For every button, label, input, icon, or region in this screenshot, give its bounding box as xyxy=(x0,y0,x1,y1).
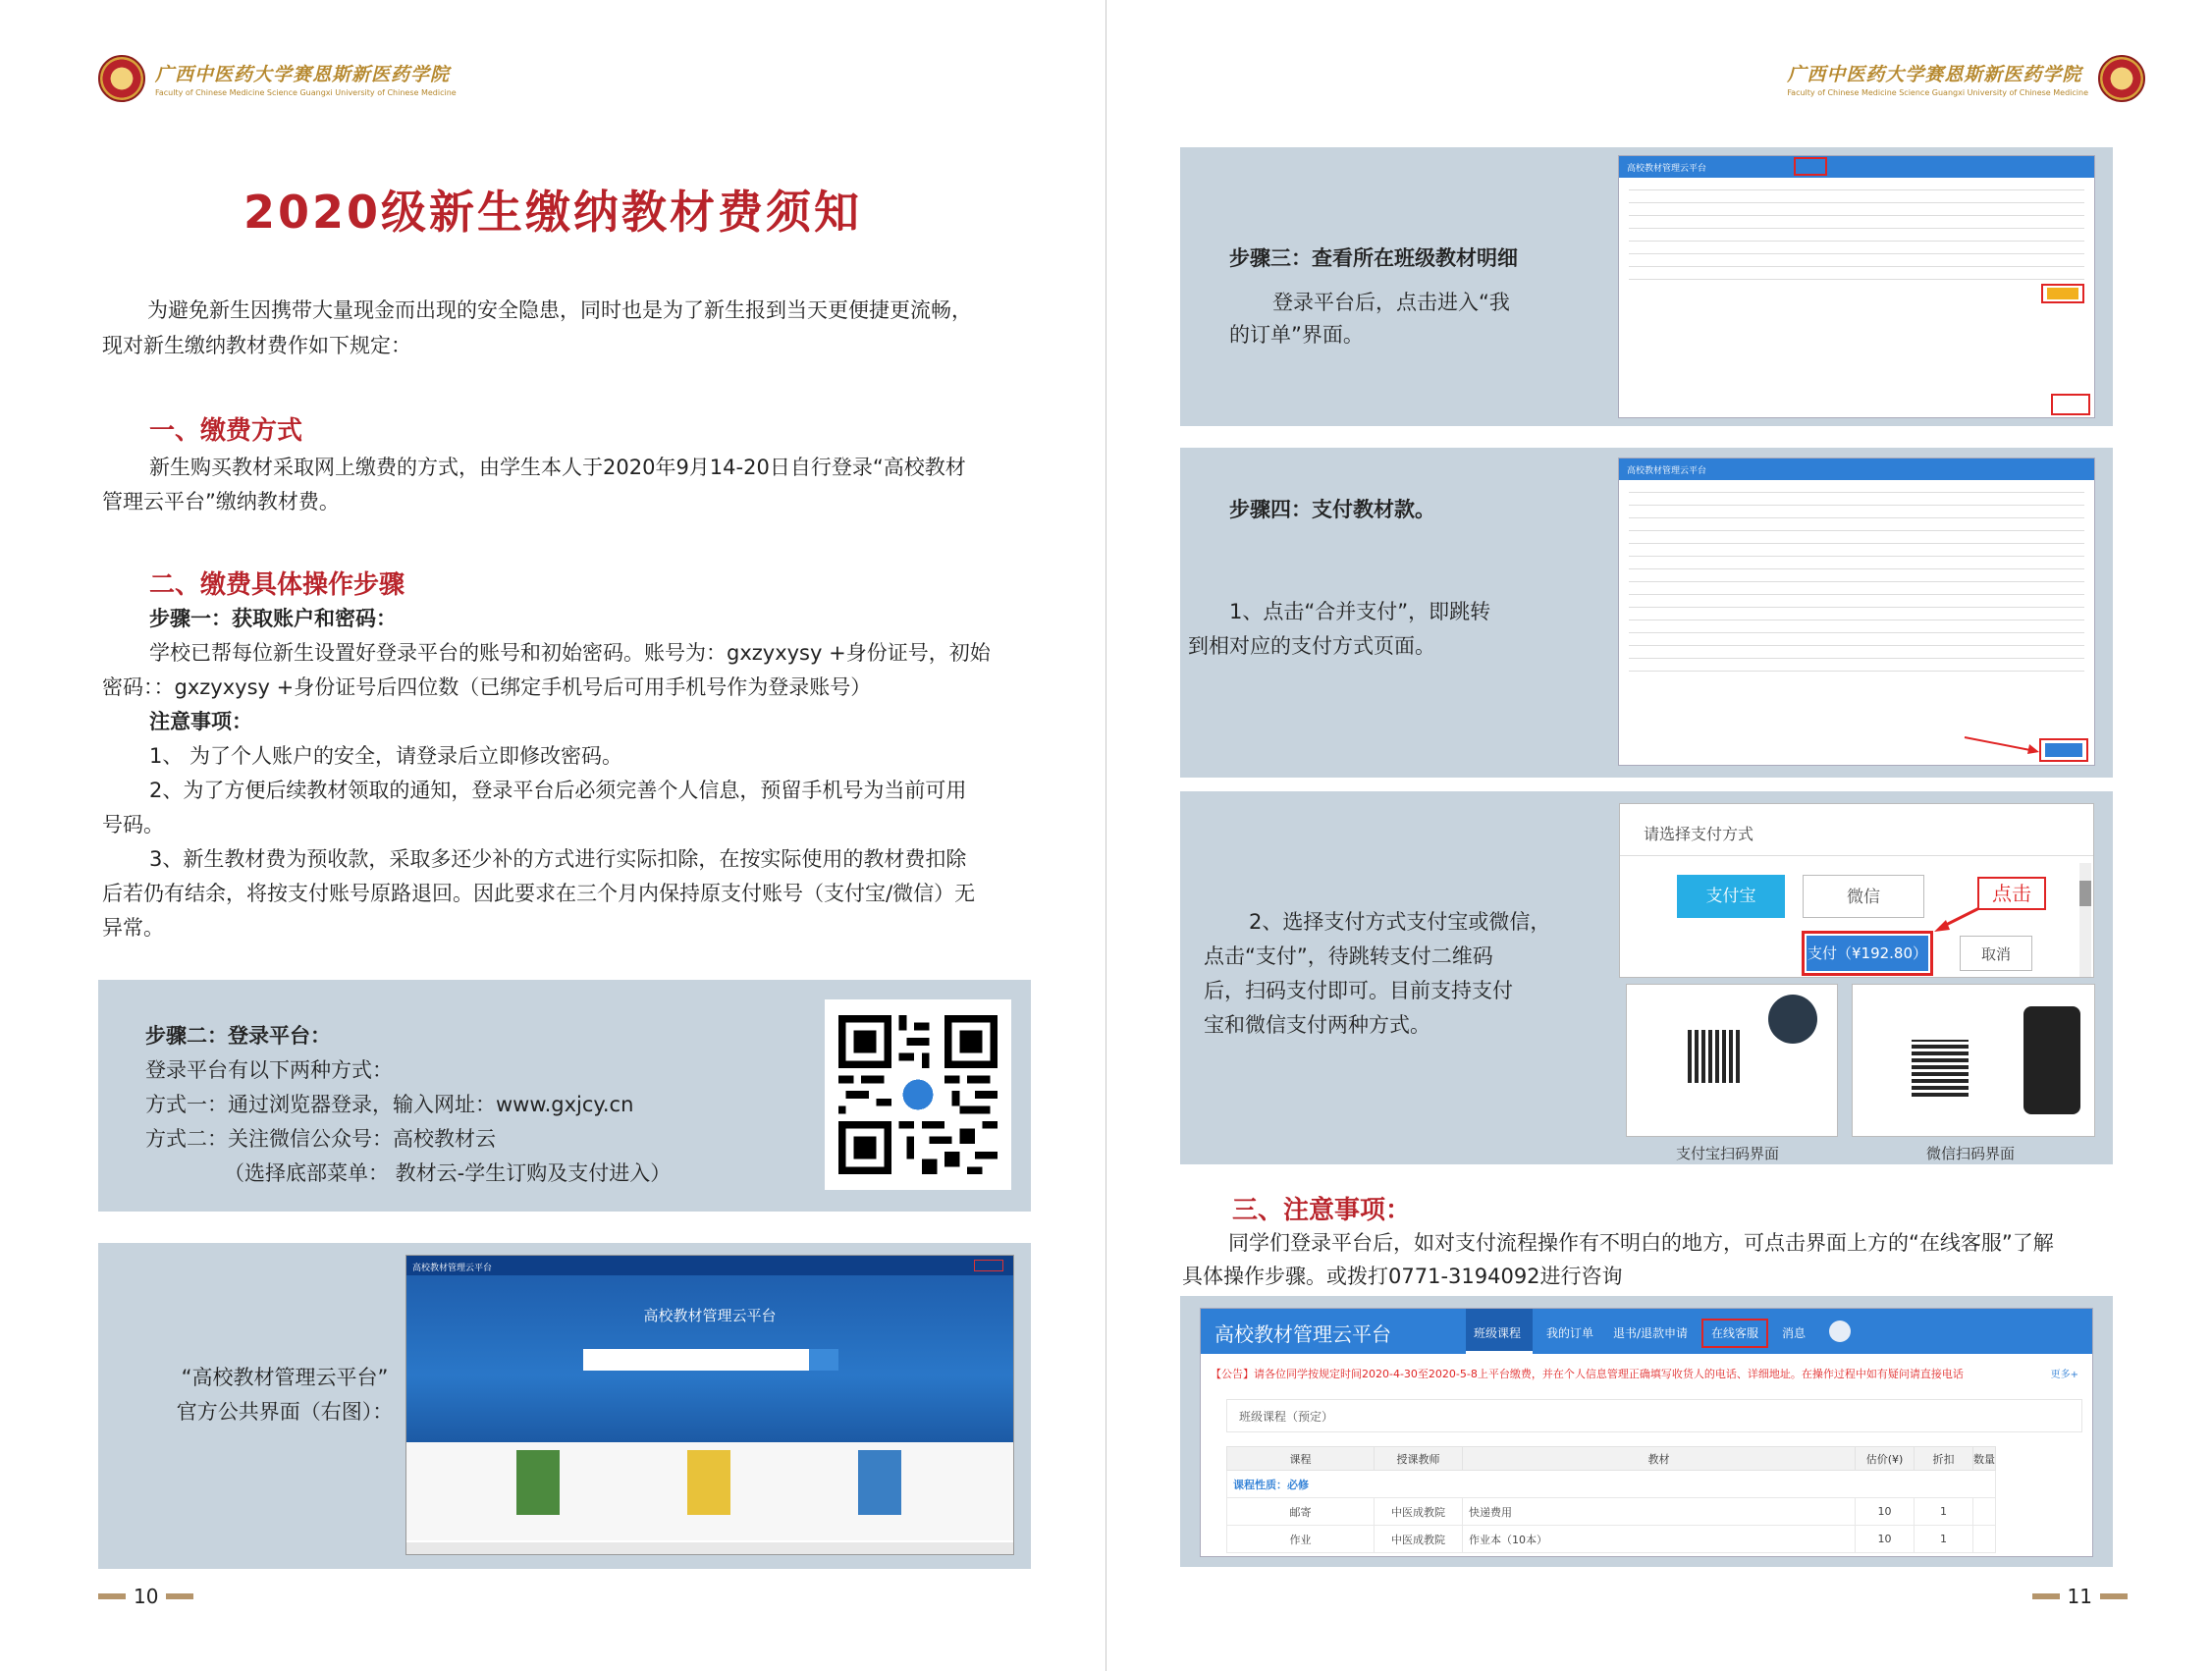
wechat-caption: 微信扫码界面 xyxy=(1926,1145,2016,1162)
step-2-line-1: 登录平台有以下两种方式： xyxy=(145,1058,393,1082)
step-4-box xyxy=(1180,448,2113,778)
cancel-button[interactable]: 取消 xyxy=(1960,936,2032,971)
alipay-qr-icon xyxy=(1688,1030,1741,1083)
school-name-cn: 广西中医药大学赛恩斯新医药学院 xyxy=(155,64,451,85)
step-4-line-1: 1、点击“合并支付”，即跳转 xyxy=(1229,600,1491,623)
school-name-cn: 广西中医药大学赛恩斯新医药学院 xyxy=(1787,64,2082,85)
step-3-box xyxy=(1180,147,2113,426)
step-5-line-4: 宝和微信支付两种方式。 xyxy=(1204,1013,1430,1037)
step-5-line-1: 2、选择支付方式支付宝或微信， xyxy=(1249,910,1551,934)
screenshot-bar-title: 高校教材管理云平台 xyxy=(412,1264,493,1273)
my-orders-screenshot xyxy=(1618,155,2095,418)
tab-refund-request[interactable]: 退书/退款申请 xyxy=(1613,1326,1689,1340)
page-number xyxy=(2032,1585,2128,1608)
section-1-line-1: 新生购买教材采取网上缴费的方式，由学生本人于2020年9月14-20日自行登录“高校教材 xyxy=(149,456,966,479)
book-cover[interactable] xyxy=(687,1450,730,1515)
phone-icon xyxy=(2023,1006,2080,1114)
course-table xyxy=(1226,1446,1996,1553)
hero-title: 高校教材管理云平台 xyxy=(643,1307,777,1324)
step-2-line-4: （选择底部菜单： 教材云-学生订购及支付进入） xyxy=(224,1161,672,1185)
book-cover[interactable] xyxy=(858,1450,901,1515)
school-header xyxy=(98,55,466,102)
step-5-box xyxy=(1180,791,2113,1164)
wechat-button[interactable]: 微信 xyxy=(1803,875,1924,918)
alipay-avatar-icon xyxy=(1768,995,1817,1044)
my-orders-tab-highlight[interactable] xyxy=(1794,157,1827,176)
platform-bar-title: 高校教材管理云平台 xyxy=(1627,164,1707,174)
intro-line-2: 现对新生缴纳教材费作如下规定： xyxy=(102,334,411,357)
section-3-line-2: 具体操作步骤。或拨打0771-3194092进行咨询 xyxy=(1182,1265,1623,1288)
column-header: 数量 xyxy=(1973,1447,1996,1471)
step-2-line-3: 方式二：关注微信公众号：高校教材云 xyxy=(145,1127,496,1151)
wechat-qr-code xyxy=(825,999,1011,1190)
book-cover[interactable] xyxy=(516,1450,560,1515)
column-header: 教材 xyxy=(1463,1447,1856,1471)
step-4-line-2: 到相对应的支付方式页面。 xyxy=(1188,634,1435,658)
click-annotation: 点击 xyxy=(1977,877,2046,910)
red-arrow-icon xyxy=(1963,733,2041,757)
merge-pay-highlight[interactable] xyxy=(2051,394,2090,415)
note-3-line-1: 3、新生教材费为预收款，采取多还少补的方式进行实际扣除，在按实际使用的教材费扣除 xyxy=(149,847,967,871)
online-service-highlight xyxy=(1701,1319,1768,1348)
cell-quantity[interactable] xyxy=(1973,1526,1996,1553)
table-row xyxy=(1227,1526,1996,1553)
step-5-line-2: 点击“支付”，待跳转支付二维码 xyxy=(1204,944,1493,968)
notes-title: 注意事项： xyxy=(149,710,252,733)
section-2-title: 二、缴费具体操作步骤 xyxy=(149,570,405,600)
wechat-scan-screenshot xyxy=(1852,984,2095,1137)
school-name-en: Faculty of Chinese Medicine Science Guangxi University of Chinese Medicine xyxy=(155,88,457,97)
page-title: 2020级新生缴纳教材费须知 xyxy=(243,186,863,239)
column-header: 估价(¥) xyxy=(1856,1447,1915,1471)
step-3-line-2: 的订单”界面。 xyxy=(1229,323,1364,347)
step-3-title: 步骤三：查看所在班级教材明细 xyxy=(1229,246,1518,270)
note-3-line-2: 后若仍有结余，将按支付账号原路退回。因此要求在三个月内保持原支付账号（支付宝/微信）无 xyxy=(102,882,976,905)
step-1-title: 步骤一：获取账户和密码： xyxy=(149,607,397,630)
table-row xyxy=(1227,1498,1996,1526)
school-header xyxy=(1777,55,2145,102)
section-1-line-2: 管理云平台”缴纳教材费。 xyxy=(102,490,340,513)
note-3-line-3: 异常。 xyxy=(102,916,164,940)
right-page xyxy=(1106,0,2212,1671)
course-category: 课程性质：必修 xyxy=(1227,1471,1996,1498)
step-1-line-1: 学校已帮每位新生设置好登录平台的账号和初始密码。账号为：gxzyxysy +身份证号，初始 xyxy=(149,641,991,665)
cell-discount: 1 xyxy=(1915,1526,1973,1553)
step-2-box xyxy=(98,980,1031,1212)
search-input[interactable] xyxy=(583,1349,809,1371)
pay-button[interactable]: 支付（¥192.80） xyxy=(1807,936,1928,971)
avatar[interactable] xyxy=(1829,1321,1851,1342)
book-list xyxy=(406,1442,1013,1540)
public-caption-line-2: 官方公共界面（右图）： xyxy=(176,1400,394,1424)
public-interface-box xyxy=(98,1243,1031,1569)
public-caption-line-1: “高校教材管理云平台” xyxy=(181,1366,389,1389)
platform-bar xyxy=(1619,458,2094,480)
school-logo-icon xyxy=(2098,55,2145,102)
school-name-en: Faculty of Chinese Medicine Science Guangxi University of Chinese Medicine xyxy=(1787,88,2088,97)
column-header: 课程 xyxy=(1227,1447,1375,1471)
online-service-box xyxy=(1180,1296,2113,1567)
page-number xyxy=(98,1585,193,1608)
tab-online-service[interactable]: 在线客服 xyxy=(1711,1326,1759,1340)
tab-my-orders[interactable]: 我的订单 xyxy=(1546,1326,1594,1340)
platform-bar xyxy=(1619,156,2094,178)
note-1: 1、 为了个人账户的安全，请登录后立即修改密码。 xyxy=(149,744,623,768)
footer xyxy=(406,1542,1013,1554)
tab-messages[interactable]: 消息 xyxy=(1782,1326,1807,1340)
step-3-line-1: 登录平台后，点击进入“我 xyxy=(1272,291,1510,314)
course-section-label: 班级课程（预定） xyxy=(1226,1399,2082,1432)
alipay-caption: 支付宝扫码界面 xyxy=(1676,1145,1780,1162)
red-arrow-icon xyxy=(1932,904,1981,934)
step-2-line-2: 方式一：通过浏览器登录，输入网址：www.gxjcy.cn xyxy=(145,1093,634,1116)
cell-book: 快递费用 xyxy=(1463,1498,1856,1526)
section-3-title: 三、注意事项： xyxy=(1232,1196,1412,1225)
search-icon[interactable] xyxy=(809,1349,838,1371)
cell-course: 邮寄 xyxy=(1227,1498,1375,1526)
step-2-title: 步骤二：登录平台： xyxy=(145,1024,331,1048)
cell-quantity[interactable] xyxy=(1973,1498,1996,1526)
platform-bar-title: 高校教材管理云平台 xyxy=(1627,466,1707,476)
cell-book: 作业本（10本） xyxy=(1463,1526,1856,1553)
cell-price: 10 xyxy=(1856,1498,1915,1526)
school-logo-icon xyxy=(98,55,145,102)
step-4-title: 步骤四：支付教材款。 xyxy=(1229,498,1435,521)
cell-teacher: 中医成教院 xyxy=(1375,1498,1463,1526)
tab-class-courses[interactable]: 班级课程 xyxy=(1474,1326,1522,1340)
merge-pay-screenshot xyxy=(1618,458,2095,766)
page-number-text: 10 xyxy=(134,1585,159,1608)
alipay-scan-screenshot xyxy=(1626,984,1838,1137)
online-service-screenshot xyxy=(1200,1308,2093,1557)
section-1-title: 一、缴费方式 xyxy=(149,416,303,446)
column-header: 折扣 xyxy=(1915,1447,1973,1471)
scrollbar[interactable] xyxy=(2079,863,2091,977)
cell-course: 作业 xyxy=(1227,1526,1375,1553)
step-1-line-2: 密码：：gxzyxysy +身份证号后四位数（已绑定手机号后可用手机号作为登录账号） xyxy=(102,675,872,699)
cell-teacher: 中医成教院 xyxy=(1375,1526,1463,1553)
more-link[interactable]: 更多+ xyxy=(2050,1370,2078,1380)
login-button[interactable] xyxy=(974,1260,1003,1271)
qr-code-icon xyxy=(838,1013,998,1176)
step-5-line-3: 后，扫码支付即可。目前支持支付 xyxy=(1204,979,1513,1002)
wechat-qr-icon xyxy=(1912,1040,1969,1097)
platform-brand: 高校教材管理云平台 xyxy=(1214,1322,1391,1346)
pay-tag-highlight xyxy=(2041,284,2084,303)
note-2-line-2: 号码。 xyxy=(102,813,164,836)
public-interface-screenshot xyxy=(405,1255,1014,1555)
column-header: 授课教师 xyxy=(1375,1447,1463,1471)
announcement: 【公告】请各位同学按规定时间2020-4-30至2020-5-8上平台缴费，并在个人信息管理正确填写收货人的电话、详细地址。在操作过程中如有疑问请直接电话 xyxy=(1211,1368,1964,1380)
cell-discount: 1 xyxy=(1915,1498,1973,1526)
payment-method-dialog xyxy=(1619,803,2094,978)
intro-line-1: 为避免新生因携带大量现金而出现的安全隐患，同时也是为了新生报到当天更便捷更流畅， xyxy=(147,298,972,322)
page-number-text: 11 xyxy=(2067,1585,2092,1608)
cell-price: 10 xyxy=(1856,1526,1915,1553)
note-2-line-1: 2、为了方便后续教材领取的通知，登录平台后必须完善个人信息，预留手机号为当前可用 xyxy=(149,779,967,802)
dialog-title: 请选择支付方式 xyxy=(1644,825,1754,843)
merge-pay-highlight xyxy=(2039,738,2088,762)
section-3-line-1: 同学们登录平台后，如对支付流程操作有不明白的地方，可点击界面上方的“在线客服”了解 xyxy=(1228,1231,2054,1255)
alipay-button[interactable]: 支付宝 xyxy=(1677,875,1785,918)
